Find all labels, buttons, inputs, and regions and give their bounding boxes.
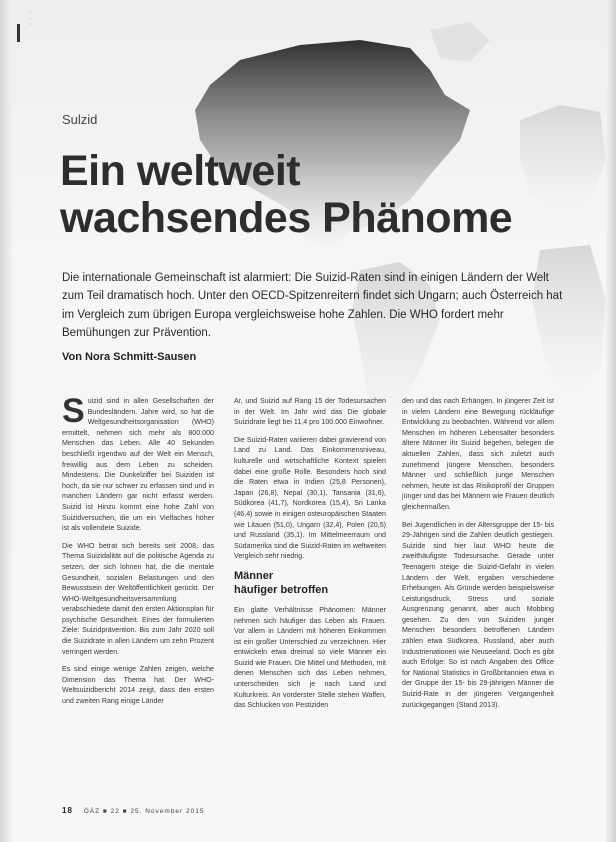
paragraph-text: uizid sind in allen Gesellschaften der Bundesländern. Jahre wird, so hat die Weltgesundheitsorganisation (WHO) ermittelt, nehmen sich mehr als 800.000 Menschen das Leben. Alle 40 Sekunden beschließt irgendwo auf der Welt ein Mensch, freiwillig aus dem Leben zu scheiden. Mindestens. Die Dunkelziffer bei Suiziden ist hoch, da sie nur schwer zu erfassen sind und in manchen Ländern gar nicht erfasst werden. Suizid ist Hinzu kommt eine hohe Zahl von Suizidversuchen, die um ein Vielfaches höher ist als vollendete Suizide. — [62, 397, 214, 533]
drop-cap: S — [62, 392, 85, 430]
article-lead: Die internationale Gemeinschaft ist alarmiert: Die Suizid-Raten sind in einigen Ländern der Welt zum Teil dramatisch hoch. Unter den OECD-Spitzenreitern findet sich Ungarn; auch Österreich hat im Vergleich zum übrigen Europa vergleichsweise hohe Zahlen. Die WHO fordert mehr Bemühungen zur Prävention. — [62, 272, 563, 340]
page-footer — [62, 806, 204, 815]
subhead-line-2: häufiger betroffen — [234, 583, 329, 596]
article-byline: Von Nora Schmitt-Sausen — [62, 351, 197, 363]
paragraph: Es sind einige wenige Zahlen zeigen, welche Dimension das Thema hat. Der WHO-Weltsuizidbericht 2014 zeigt, dass den ersten und zweiten Rang einige Länder — [62, 665, 214, 706]
paragraph: den und das nach Erhängen. In jüngerer Zeit ist in vielen Ländern eine Bewegung rückläufige Entwicklung zu beobachten. Während vor allem Menschen im höheren Lebensalter besonders ältere Männer ihr Suizid begehen, belegen die aktuellen Zahlen, dass sich zuletzt auch zunehmend jüngere Menschen, besonders Männer und schließlich junge Menschen nehmen, heute ist das Risikoprofil der Gruppen jünger und das bei Männern wie Frauen deutlich gleichermaßen. — [402, 397, 554, 511]
column-3 — [402, 396, 554, 717]
paragraph: Bei Jugendlichen in der Altersgruppe der 15- bis 29-Jährigen sind die Zahlen deutlich gestiegen. Suizide sind hier laut WHO heute die zweithäufigste Todesursache. Gerade unter Teenagern steige die Suizid-Gefahr in vielen Ländern der Welt, ergaben verschiedene Erhebungen. Als Gründe werden beispielsweise Leistungsdruck, Stress und soziale Ausgrenzung genannt, aber auch Mobbing gesehen. Zu den von Suiziden junger Menschen besonders betroffenen Ländern zählen etwa Südkorea, Russland, aber auch Industrienationen wie Neuseeland. Doch es gibt auch Erfolge: So ist nach Angaben des Office for National Statistics in Großbritannien etwa in der Gruppe der 15- bis 29-jährigen Männer die Suizid-Rate in der jüngeren Vergangenheit zurückgegangen (Stand 2013). — [402, 520, 554, 709]
europe-shape — [520, 105, 606, 215]
title-line-2: wachsendes Phänome — [60, 194, 513, 242]
margin-dots: · · · — [29, 9, 32, 28]
page-number: 18 — [62, 806, 73, 815]
paragraph — [62, 392, 214, 534]
paragraph: Ar, und Suizid auf Rang 15 der Todesursachen in der Welt. Im Jahr wird das Die globale Suizidrate liegt bei 11,4 pro 100.000 Einwohner. — [234, 397, 386, 427]
article-title — [60, 148, 512, 242]
article-body — [62, 392, 574, 781]
publication-info: ÖÄZ ■ 22 ■ 25. November 2015 — [83, 808, 205, 815]
section-subhead — [234, 569, 386, 597]
column-1 — [62, 392, 214, 714]
paragraph: Ein glatte Verhältnisse Phänomen: Männer nehmen sich häufiger das Leben als Frauen. Vor allem in Ländern mit höheren Einkommen ist ein großer Unterschied zu verzeichnen. Hier entwickeln etwa dreimal so viele Männer ein Suizid wie Frauen. Die Mittel und Methoden, mit denen Menschen sich das Leben nehmen, unterscheiden sich je nach Land und Kulturkreis. An vorderster Stelle stehen Waffen, das Schlucken von Pestiziden — [234, 605, 386, 710]
subhead-line-1: Männer — [234, 569, 274, 582]
paragraph: Die Suizid-Raten variieren dabei gravierend von Land zu Land. Das Einkommensniveau, kulturelle und wirtschaftliche Kontext spielen dabei eine große Rolle. Besonders hoch sind die Raten etwa in Indien (25,8 Personen), Japan (26,8), Nepal (30,1), Tansania (31,6), Südkorea (41,7), Nordkorea (15,4), Sri Lanka (46,4) sowie in einigen osteuropäischen Staaten wie Litauen (51,0), Ungarn (32,4), Polen (20,5) und Russland (35,1). Im Mittelmeerraum und Südamerika sind die Suizid-Raten im weltweiten Vergleich sehr niedrig. — [234, 435, 386, 561]
greenland-shape — [430, 22, 490, 62]
column-2 — [234, 396, 386, 718]
paragraph: Die WHO betrat sich bereits seit 2008, das Thema Suizidalität auf die politische Agenda zu setzen, der sich lohnen hat, die die mentale Gesundheit, sozialen Belastungen und den Bewusstsein der Weltöffentlichkeit gerückt. Der WHO-Weltgesundheitsversammlung verabschiedete damit den ersten Aktionsplan für psychische Gesundheit. Eines der formulierten Ziele: Suizidprävention. Bis zum Jahr 2020 soll die Suizidrate in allen Ländern um zehn Prozent verringert werden. — [62, 541, 214, 656]
article-kicker: Sulzid — [62, 112, 98, 127]
title-line-1: Ein weltweit — [60, 147, 301, 195]
